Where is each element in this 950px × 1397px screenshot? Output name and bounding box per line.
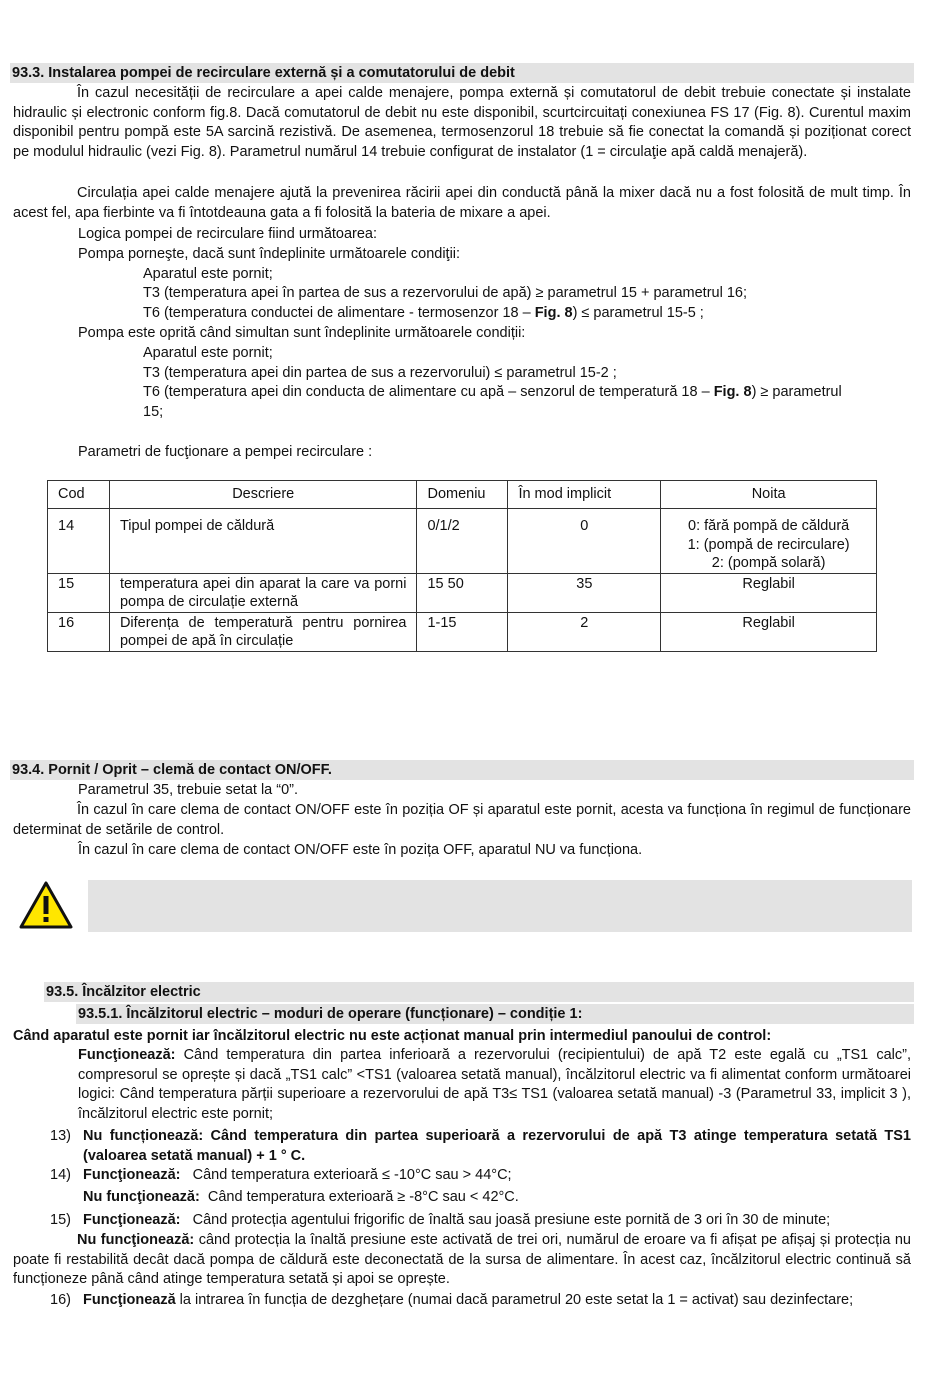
paragraph: Parametrul 35, trebuie setat la “0”. xyxy=(78,782,299,798)
nota-line: 0: fără pompă de căldură xyxy=(688,518,850,534)
start-title: Pompa porneşte, dacă sunt îndeplinite următoarele condiţii: xyxy=(78,246,461,262)
cell-cod: 14 xyxy=(48,509,110,574)
cell-cod: 15 xyxy=(48,573,110,612)
fig-ref: Fig. 8 xyxy=(534,305,573,321)
table-row xyxy=(48,509,877,574)
cell-implicit: 2 xyxy=(508,612,661,651)
table-row xyxy=(48,612,877,651)
fig-ref: Fig. 8 xyxy=(713,384,752,400)
paragraph: În cazul în care clema de contact ON/OFF este în pozița OFF, aparatul NU va funcționa. xyxy=(78,842,643,858)
section-heading-93-3: 93.3. Instalarea pompei de recirculare externă și a comutatorului de debit xyxy=(10,63,914,83)
start-condition: Aparatul este pornit; xyxy=(143,266,273,282)
stop-condition: Aparatul este pornit; xyxy=(143,345,273,361)
cell-domeniu: 15 50 xyxy=(417,573,508,612)
warning-box xyxy=(88,880,912,932)
col-header-cod: Cod xyxy=(48,481,110,509)
item-number: 15) xyxy=(50,1212,71,1228)
list-item: Nu funcționează: Când temperatura din partea superioară a rezervorului de apă T3 atinge temperatura setată TS1 (valoarea setată manual) + 1 ° C. xyxy=(83,1128,911,1164)
cell-domeniu: 0/1/2 xyxy=(417,509,508,574)
warning-triangle-icon xyxy=(18,880,74,930)
col-header-nota: Noita xyxy=(661,481,877,509)
intro-line: Când aparatul este pornit iar încălzitorul electric nu este acționat manual prin intermediul panoului de control: xyxy=(13,1028,772,1044)
cell-implicit: 35 xyxy=(508,573,661,612)
subsection-heading-93-5-1: 93.5.1. Încălzitorul electric – moduri de operare (funcționare) – condiție 1: xyxy=(76,1004,914,1024)
stop-condition: T3 (temperatura apei din partea de sus a rezervorului) ≤ parametrul 15-2 ; xyxy=(143,365,617,381)
paragraph: Circulația apei calde menajere ajută la prevenirea răcirii apei din conductă până la mixer dacă nu a fost folosită de mult timp. În acest fel, apa fierbinte va fi întotdeauna gata a fi folosită la bateria de mixare a apei. xyxy=(13,185,911,221)
list-item: Funcţionează: Când protecția agentului frigorific de înaltă sau joasă presiune este pornită de 3 ori în 30 de minute; xyxy=(83,1212,831,1228)
cell-nota: Reglabil xyxy=(661,612,877,651)
section-heading-93-4: 93.4. Pornit / Oprit – clemă de contact ON/OFF. xyxy=(10,760,914,780)
stop-condition: T6 (temperatura apei din conducta de alimentare cu apă – senzorul de temperatură 18 – Fig. 8) ≥ parametrul xyxy=(143,384,842,400)
stop-condition-cont: 15; xyxy=(143,404,164,420)
cell-descriere: Tipul pompei de căldură xyxy=(109,509,417,574)
item-number: 16) xyxy=(50,1292,71,1308)
parameters-table xyxy=(47,480,877,652)
item-number: 13) xyxy=(50,1128,71,1144)
cell-descriere: temperatura apei din aparat la care va porni pompa de circulație externă xyxy=(109,573,417,612)
params-title: Parametri de fucţionare a pempei recirculare : xyxy=(78,444,373,460)
paragraph-functioneaza: Funcţionează: Când temperatura din partea inferioară a rezervorului (recipientului) de apă T2 este egală cu „TS1 calc”, compresorul se oprește și dacă „TS1 calc” <TS1 (valoarea setată manual), încălzitorul electric va fi alimentat conform următoarei logici: Când temperatura părții superioare a rezervorului de apă T3≤ TS1 (valoarea setată manual) -3 (Parametrul 33, implicit 3 ), încălzitorul electric este pornit; xyxy=(78,1047,911,1122)
paragraph: În cazul în care clema de contact ON/OFF este în poziția OF și aparatul este pornit, acesta va funcționa în regimul de funcționare determinat de setările de control. xyxy=(13,802,911,838)
section-heading-93-5: 93.5. Încălzitor electric xyxy=(44,982,914,1002)
nota-line: 2: (pompă solară) xyxy=(711,555,826,571)
cell-cod: 16 xyxy=(48,612,110,651)
cell-implicit: 0 xyxy=(508,509,661,574)
nota-line: 1: (pompă de recirculare) xyxy=(687,536,850,553)
col-header-descriere: Descriere xyxy=(109,481,417,509)
start-condition: T6 (temperatura conductei de alimentare - termosenzor 18 – Fig. 8) ≤ parametrul 15-5 ; xyxy=(143,305,704,321)
cell-nota: Reglabil xyxy=(661,573,877,612)
list-item: Funcţionează: Când temperatura exterioară ≤ -10°C sau > 44°C; xyxy=(83,1167,512,1183)
cell-domeniu: 1-15 xyxy=(417,612,508,651)
paragraph: În cazul necesității de recirculare a apei calde menajere, pompa externă și comutatorul de debit trebuie conectate și instalate hidraulic și electronic conform fig.8. Dacă comutatorul de debit nu este disponibil, scurtcircuitați conexiunea FS 17 (Fig. 8). Curentul maxim disponibil pentru pompă este 5A sarcină rezistivă. De asemenea, termosenzorul 18 trebuie să fie conectat la comandă și poziționat corect pe modulul hidraulic (vezi Fig. 8). Parametrul numărul 14 trebuie configurat de instalator (1 = circulaţie apă caldă menajeră). xyxy=(13,85,911,160)
col-header-domeniu: Domeniu xyxy=(417,481,508,509)
label-functioneaza: Funcţionează: xyxy=(78,1047,176,1063)
stop-title: Pompa este oprită când simultan sunt îndeplinite următoarele condiții: xyxy=(78,325,526,341)
col-header-implicit: În mod implicit xyxy=(508,481,661,509)
cell-nota xyxy=(661,509,877,574)
list-item: Nu funcţionează: Când temperatura exterioară ≥ -8°C sau < 42°C. xyxy=(83,1189,519,1205)
list-item: Funcţionează la intrarea în funcția de dezghețare (numai dacă parametrul 20 este setat la 1 = activat) sau dezinfectare; xyxy=(83,1292,854,1308)
cell-descriere: Diferența de temperatură pentru pornirea pompei de apă în circulație xyxy=(109,612,417,651)
item-number: 14) xyxy=(50,1167,71,1183)
table-row xyxy=(48,573,877,612)
logic-line: Logica pompei de recirculare fiind următoarea: xyxy=(78,226,378,242)
paragraph: Nu funcţionează: când protecția la înaltă presiune este activată de trei ori, numărul de eroare va fi afișat pe afișaj și protecția nu poate fi restabilită decât dacă pompa de căldură este deconectată de la sursa de alimentare. În acest caz, încălzitorul electric continuă să funcționeze până când atinge temperatura setată și apoi se oprește. xyxy=(13,1232,912,1287)
start-condition: T3 (temperatura apei în partea de sus a rezervorului de apă) ≥ parametrul 15 + parametrul 16; xyxy=(143,285,747,301)
